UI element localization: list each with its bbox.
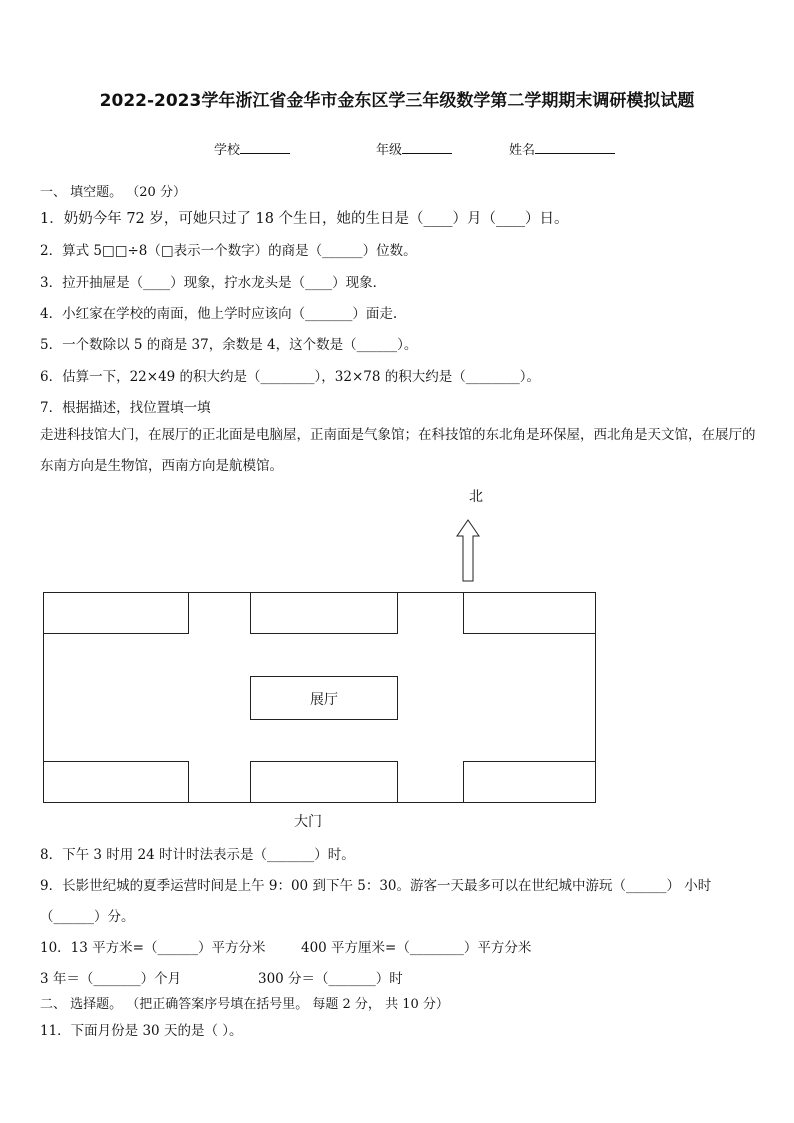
question-10a: 10．13 平方米=（______）平方分米 [40,940,266,956]
north-arrow-icon [455,518,481,584]
gate-label: 大门 [294,814,322,830]
page-title: 2022-2023学年浙江省金华市金东区学三年级数学第二学期期末调研模拟试题 [99,91,695,111]
question-10d: 300 分＝（_______）时 [258,971,403,987]
question-1: 1．奶奶今年 72 岁，可她只过了 18 个生日，她的生日是（____）月（____）日。 [40,211,569,227]
question-7-description: 走进科技馆大门，在展厅的正北面是电脑屋，正南面是气象馆；在科技馆的东北角是环保屋，西北角是天文馆，在展厅的东南方向是生物馆，西南方向是航模馆。 [40,427,756,474]
question-2: 2．算式 5□□÷8（□表示一个数字）的商是（______）位数。 [40,243,417,259]
question-11: 11．下面月份是 30 天的是（ ）。 [40,1023,243,1039]
question-10c: 3 年＝（_______）个月 [40,971,182,987]
name-blank [535,140,615,154]
question-6: 6．估算一下，22×49 的积大约是（________），32×78 的积大约是（________）。 [40,369,541,385]
room-north [250,592,398,634]
north-label: 北 [469,489,483,505]
question-9-line1: 9．长影世纪城的夏季运营时间是上午 9：00 到下午 5：30。游客一天最多可以在世纪城中游玩（______） 小时 [40,878,712,894]
room-southwest [43,761,189,803]
question-8: 8．下午 3 时用 24 时计时法表示是（_______）时。 [40,847,355,863]
question-9-line2: （______）分。 [40,909,135,925]
room-southeast [463,761,596,803]
grade-blank [402,140,452,154]
question-5: 5．一个数除以 5 的商是 37，余数是 4，这个数是（______）。 [40,337,418,353]
grade-label: 年级 [376,143,403,158]
school-field [214,139,290,158]
name-label: 姓名 [509,143,536,158]
room-northeast [463,592,596,634]
section1-header: 一、 填空题。 （20 分） [40,185,186,200]
question-7: 7．根据描述，找位置填一填 [40,400,211,416]
grade-field [376,139,452,158]
school-label: 学校 [214,143,241,158]
hall-label: 展厅 [310,692,338,708]
question-3: 3．拉开抽屉是（____）现象，拧水龙头是（____）现象． [40,275,387,291]
name-field [509,139,615,158]
section2-header: 二、 选择题。 （把正确答案序号填在括号里。 每题 2 分， 共 10 分） [40,997,449,1012]
room-south [250,761,398,803]
school-blank [240,140,290,154]
room-northwest [43,592,189,634]
question-10b: 400 平方厘米=（________）平方分米 [301,940,532,956]
question-4: 4．小红家在学校的南面，他上学时应该向（_______）面走. [40,306,398,322]
